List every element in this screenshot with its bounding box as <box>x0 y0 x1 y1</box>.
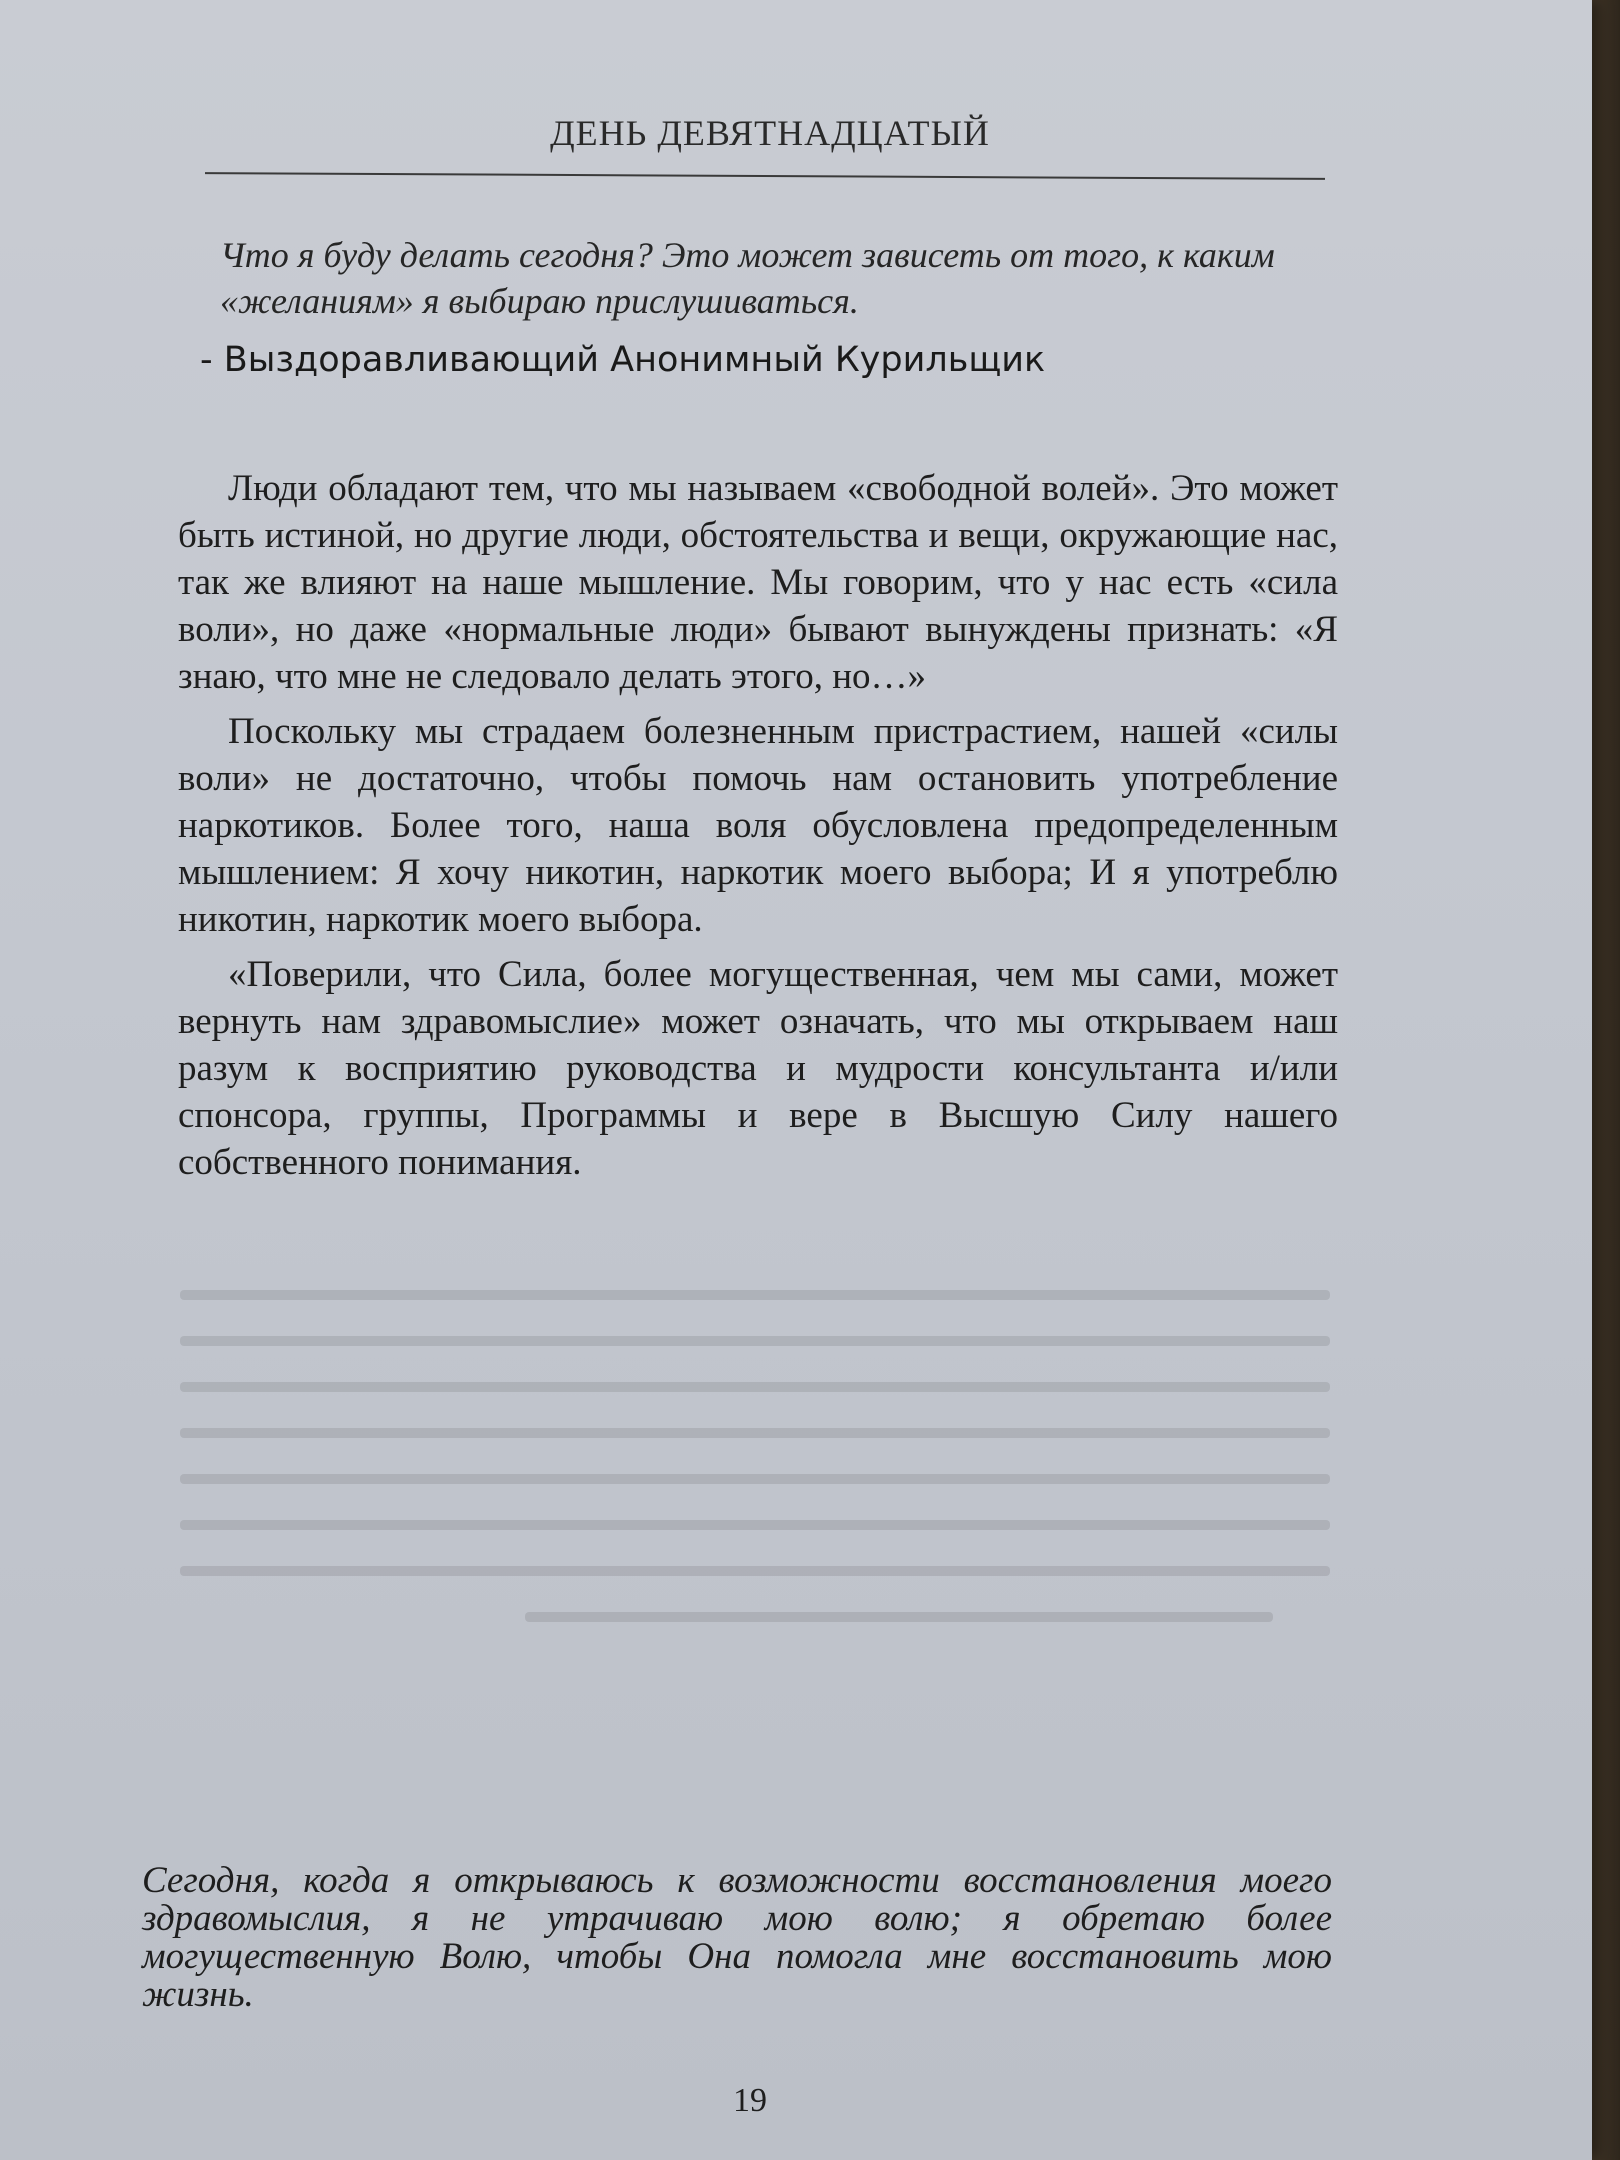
header-divider <box>205 172 1325 180</box>
body-text <box>178 465 1338 1194</box>
body-paragraph: «Поверили, что Сила, более могущественная, чем мы сами, может вернуть нам здравомыслие» может означать, что мы открываем наш разум к восприятию руководства и мудрости консультанта и/или спонсора, группы, Программы и вере в Высшую Силу нашего собственного понимания. <box>178 954 1338 1183</box>
daily-affirmation: Сегодня, когда я открываюсь к возможности восстановления моего здравомыслия, я не утрачиваю мою волю; я обретаю более могущественную Волю, чтобы Она помогла мне восстановить мою жизнь. <box>142 1860 1332 2015</box>
reverse-side-bleed-through <box>180 1290 1330 1710</box>
page-header-title: ДЕНЬ ДЕВЯТНАДЦАТЫЙ <box>550 113 990 153</box>
epigraph-quote: Что я буду делать сегодня? Это может зависеть от того, к каким «желаниям» я выбираю прислушиваться. <box>220 235 1275 321</box>
epigraph-author: - Выздоравливающий Анонимный Курильщик <box>200 340 1046 380</box>
page-number: 19 <box>733 2082 767 2119</box>
body-paragraph: Люди обладают тем, что мы называем «свободной волей». Это может быть истиной, но другие люди, обстоятельства и вещи, окружающие нас, так же влияют на наше мышление. Мы говорим, что у нас есть «сила воли», но даже «нормальные люди» бывают вынуждены признать: «Я знаю, что мне не следовало делать этого, но…» <box>178 468 1338 697</box>
body-paragraph: Поскольку мы страдаем болезненным пристрастием, нашей «силы воли» не достаточно, чтобы помочь нам остановить употребление наркотиков. Более того, наша воля обусловлена предопределенным мышлением: Я хочу никотин, наркотик моего выбора; И я употреблю никотин, наркотик моего выбора. <box>178 711 1338 940</box>
